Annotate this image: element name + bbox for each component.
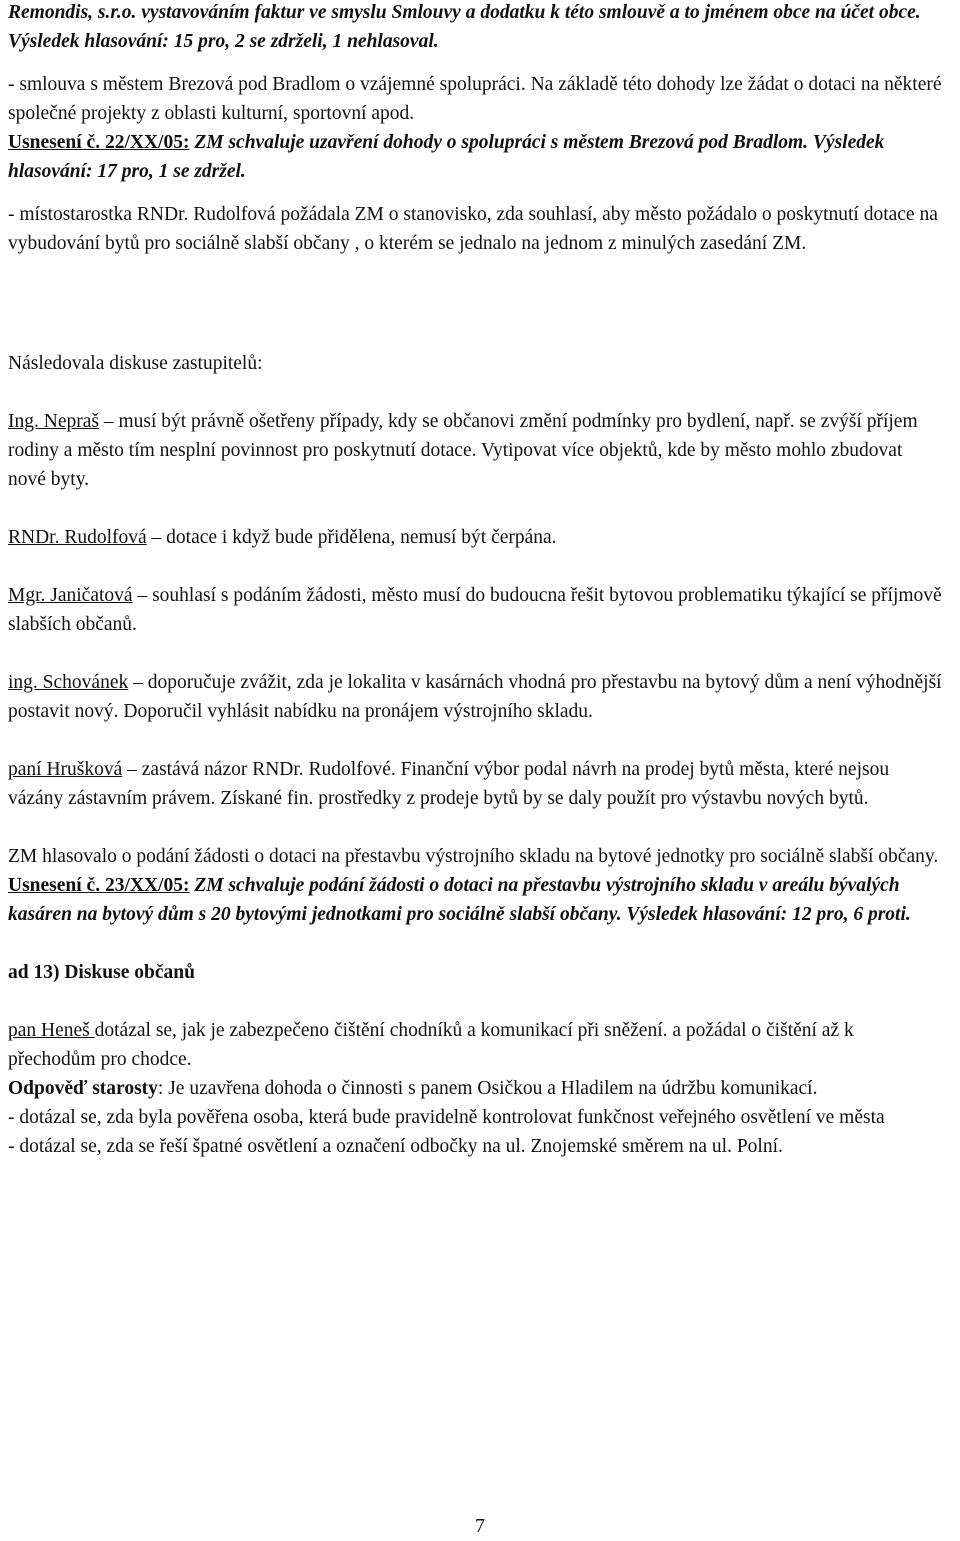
ad13-heading: ad 13) Diskuse občanů: [8, 962, 195, 983]
statement-janicatova: [8, 581, 943, 639]
statement-rudolfova: [8, 523, 943, 552]
resolution-22-text: ZM schvaluje uzavření dohody o spolupráci s městem Brezová pod Bradlom. Výsledek hlasování: 17 pro, 1 se zdržel.: [8, 132, 885, 182]
speaker-rudolfova: RNDr. Rudolfová: [8, 527, 147, 548]
resolution-23-label: Usnesení č. 23/XX/05:: [8, 875, 190, 896]
paragraph-brezova-intro: - smlouva s městem Brezová pod Bradlom o vzájemné spolupráci. Na základě této dohody lze žádat o dotaci na některé společné projekty z oblasti kulturní, sportovní apod.: [8, 74, 942, 124]
diskuse-heading: Následovala diskuse zastupitelů:: [8, 353, 263, 374]
paragraph-top-continuation: Remondis, s.r.o. vystavováním faktur ve smyslu Smlouvy a dodatku k této smlouvě a to jménem obce na účet obce. Výsledek hlasování: 15 pro, 2 se zdrželi, 1 nehlasoval.: [8, 2, 921, 52]
statement-henes-text: dotázal se, jak je zabezpečeno čištění chodníků a komunikací při sněžení. a požádal o čištění až k přechodům pro chodce.: [8, 1020, 854, 1070]
speaker-schovanek: ing. Schovánek: [8, 672, 129, 693]
paragraph-zm-hlasovalo: ZM hlasovalo o podání žádosti o dotaci na přestavbu výstrojního skladu na bytové jednotky pro sociálně slabší občany.: [8, 846, 939, 867]
mayor-answer: [8, 1074, 943, 1103]
statement-hruskova: [8, 755, 943, 813]
mayor-answer-text: : Je uzavřena dohoda o činnosti s panem Osičkou a Hladilem na údržbu komunikací.: [157, 1078, 818, 1099]
speaker-nepras: Ing. Nepraš: [8, 411, 99, 432]
question-znojemske: - dotázal se, zda se řeší špatné osvětlení a označení odbočky na ul. Znojemské směrem na ul. Polní.: [8, 1136, 783, 1157]
resolution-22-label: Usnesení č. 22/XX/05:: [8, 132, 190, 153]
speaker-henes: pan Heneš: [8, 1020, 95, 1041]
statement-schovanek-text: – doporučuje zvážit, zda je lokalita v kasárnách vhodná pro přestavbu na bytový dům a není výhodnější postavit nový. Doporučil vyhlásit nabídku na pronájem výstrojního skladu.: [8, 672, 942, 722]
statement-nepras-text: – musí být právně ošetřeny případy, kdy se občanovi změní podmínky pro bydlení, např. se zvýší příjem rodiny a město tím nesplní povinnost pro poskytnutí dotace. Vytipovat více objektů, kde by město mohlo zbudovat nové byty.: [8, 411, 918, 490]
resolution-22: [8, 128, 943, 186]
statement-schovanek: [8, 668, 943, 726]
statement-janicatova-text: – souhlasí s podáním žádosti, město musí do budoucna řešit bytovou problematiku týkající se příjmově slabších občanů.: [8, 585, 942, 635]
mayor-answer-label: Odpověď starosty: [8, 1078, 158, 1099]
statement-hruskova-text: – zastává názor RNDr. Rudolfové. Finanční výbor podal návrh na prodej bytů města, které nejsou vázány zástavním právem. Získané fin. prostředky z prodeje bytů by se daly použít pro výstavbu nových bytů.: [8, 759, 890, 809]
statement-rudolfova-text: – dotace i když bude přidělena, nemusí být čerpána.: [146, 527, 557, 548]
statement-henes: [8, 1016, 943, 1074]
speaker-janicatova: Mgr. Janičatová: [8, 585, 133, 606]
statement-nepras: [8, 407, 943, 494]
resolution-23: [8, 871, 943, 929]
document-page: [8, 0, 943, 1161]
question-lighting: - dotázal se, zda byla pověřena osoba, která bude pravidelně kontrolovat funkčnost veřejného osvětlení ve města: [8, 1107, 885, 1128]
speaker-hruskova: paní Hrušková: [8, 759, 123, 780]
resolution-23-text: ZM schvaluje podání žádosti o dotaci na přestavbu výstrojního skladu v areálu bývalých kasáren na bytový dům s 20 bytovými jednotkami pro sociálně slabší občany. Výsledek hlasování: 12 pro, 6 proti.: [8, 875, 911, 925]
page-number: 7: [475, 1515, 485, 1537]
paragraph-mistostarostka: - místostarostka RNDr. Rudolfová požádala ZM o stanovisko, zda souhlasí, aby město požádalo o poskytnutí dotace na vybudování bytů pro sociálně slabší občany , o kterém se jednalo na jednom z minulých zasedání ZM.: [8, 204, 938, 254]
